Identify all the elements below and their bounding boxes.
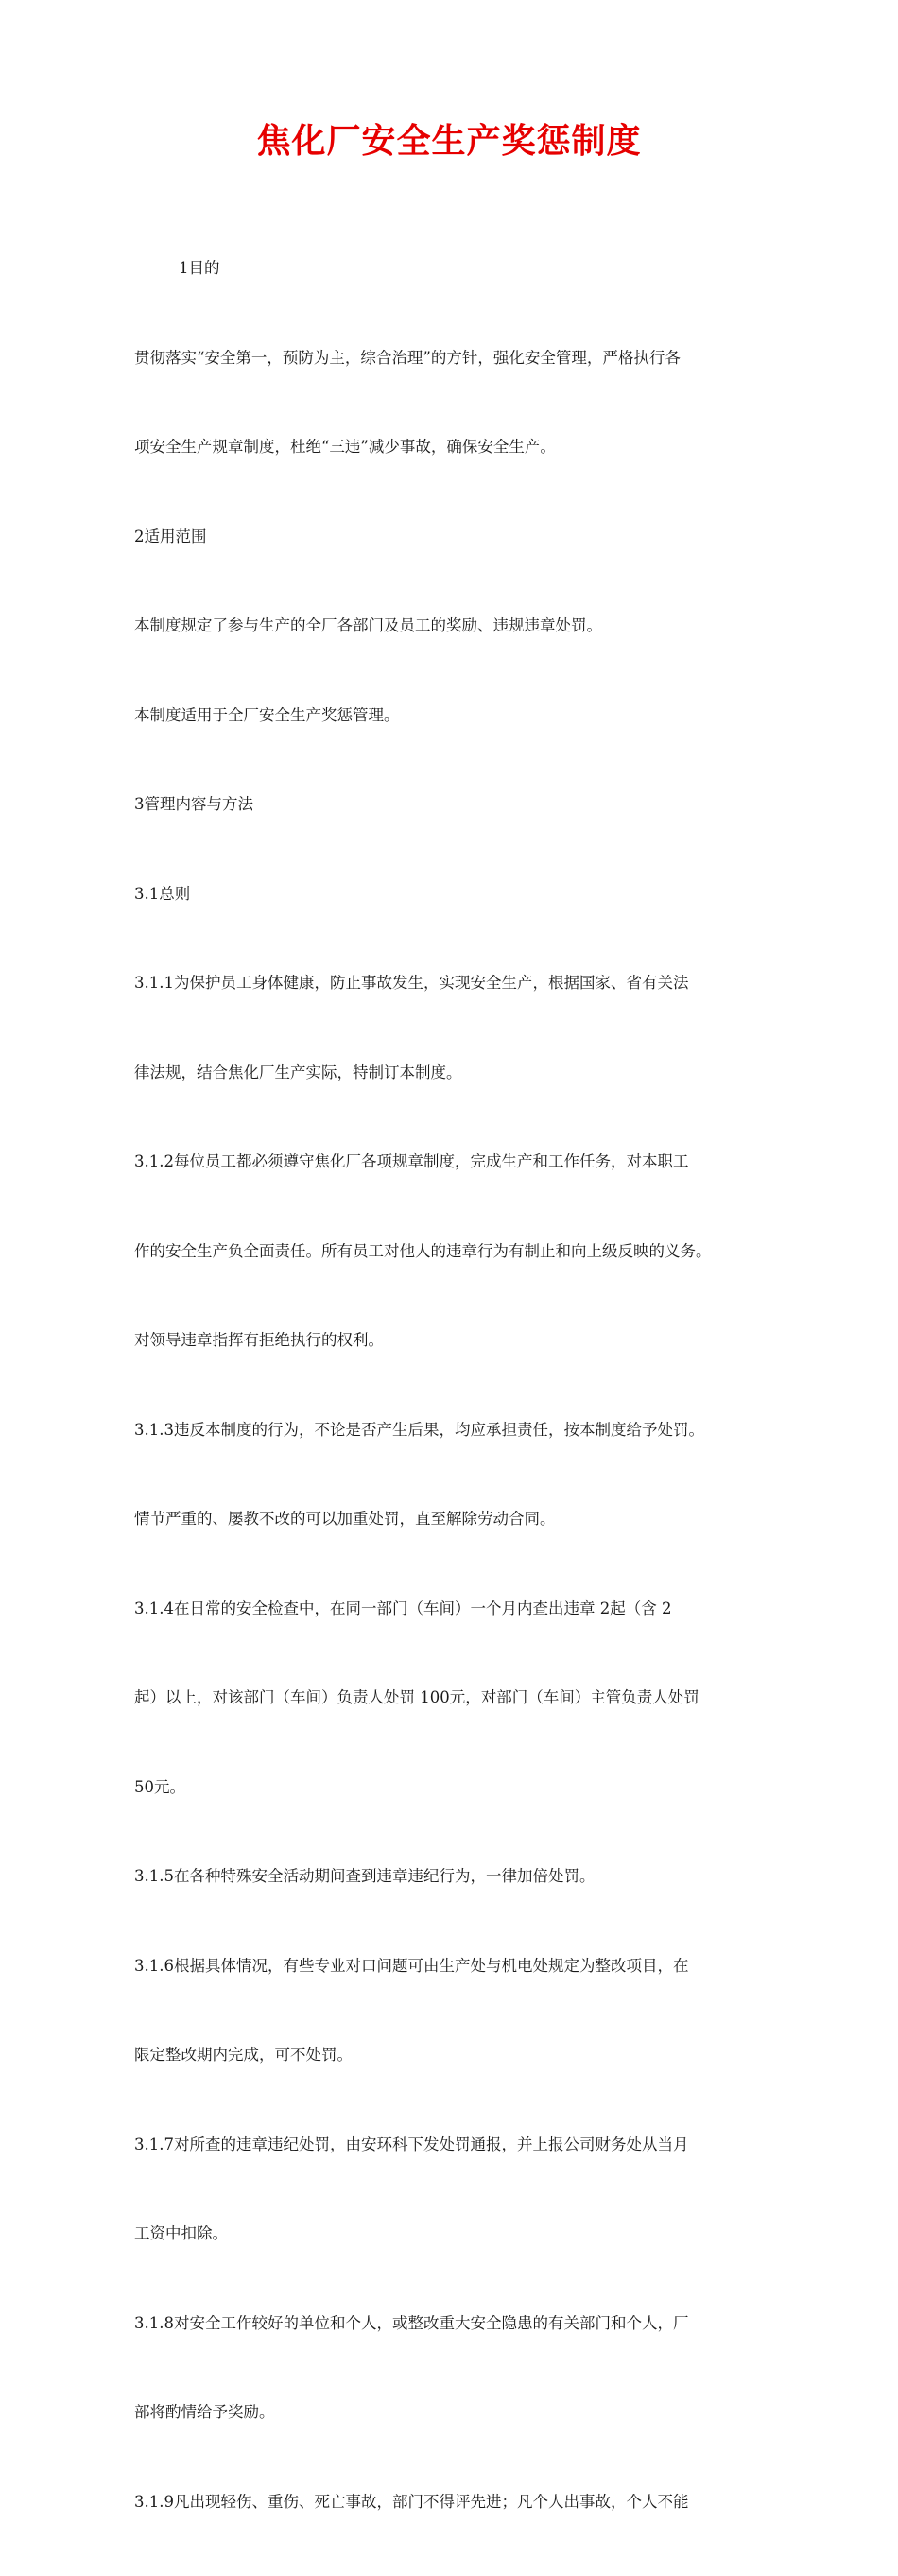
document-title: 焦化厂安全生产奖惩制度 [256,122,642,161]
paragraph-line: 项安全生产规章制度，杜绝“三违”减少事故，确保安全生产。 [134,438,556,456]
paragraph-line: 3.1.8对安全工作较好的单位和个人，或整改重大安全隐患的有关部门和个人，厂 [134,2313,689,2332]
paragraph-line: 3.1.9凡出现轻伤、重伤、死亡事故，部门不得评先进；凡个人出事故，个人不能 [134,2492,689,2511]
section-heading-scope: 2适用范围 [134,527,207,545]
paragraph-line: 工资中扣除。 [134,2224,228,2242]
paragraph-line: 3.1.3违反本制度的行为，不论是否产生后果，均应承担责任，按本制度给予处罚。 [134,1420,704,1439]
paragraph-line: 律法规，结合焦化厂生产实际，特制订本制度。 [134,1063,462,1081]
paragraph-line: 部将酌情给予奖励。 [134,2403,275,2421]
paragraph-line: 50元。 [134,1777,185,1796]
section-heading-management: 3管理内容与方法 [134,795,253,813]
paragraph-line: 3.1.4在日常的安全检查中，在同一部门（车间）一个月内查出违章 2起（含 2 [134,1599,672,1617]
section-heading-general: 3.1总则 [134,884,191,903]
paragraph-line: 情节严重的、屡教不改的可以加重处罚，直至解除劳动合同。 [134,1510,556,1528]
paragraph-line: 本制度规定了参与生产的全厂各部门及员工的奖励、违规违章处罚。 [134,616,602,634]
document-body [134,194,769,2576]
paragraph-line: 贯彻落实“安全第一，预防为主，综合治理”的方针，强化安全管理，严格执行各 [134,348,681,367]
paragraph-line: 本制度适用于全厂安全生产奖惩管理。 [134,705,400,724]
paragraph-line: 作的安全生产负全面责任。所有员工对他人的违章行为有制止和向上级反映的义务。 [134,1241,712,1260]
paragraph-line: 3.1.1为保护员工身体健康，防止事故发生，实现安全生产，根据国家、省有关法 [134,974,689,992]
paragraph-line: 对领导违章指挥有拒绝执行的权利。 [134,1331,384,1349]
paragraph-line: 3.1.7对所查的违章违纪处罚，由安环科下发处罚通报，并上报公司财务处从当月 [134,2135,689,2153]
paragraph-line: 3.1.2每位员工都必须遵守焦化厂各项规章制度，完成生产和工作任务，对本职工 [134,1152,689,1170]
section-heading-purpose: 1目的 [179,259,220,277]
paragraph-line: 3.1.6根据具体情况，有些专业对口问题可由生产处与机电处规定为整改项目，在 [134,1956,689,1975]
paragraph-line: 3.1.5在各种特殊安全活动期间查到违章违纪行为，一律加倍处罚。 [134,1867,596,1885]
paragraph-line: 起）以上，对该部门（车间）负责人处罚 100元，对部门（车间）主管负责人处罚 [134,1688,699,1706]
paragraph-line: 限定整改期内完成，可不处罚。 [134,2046,353,2064]
